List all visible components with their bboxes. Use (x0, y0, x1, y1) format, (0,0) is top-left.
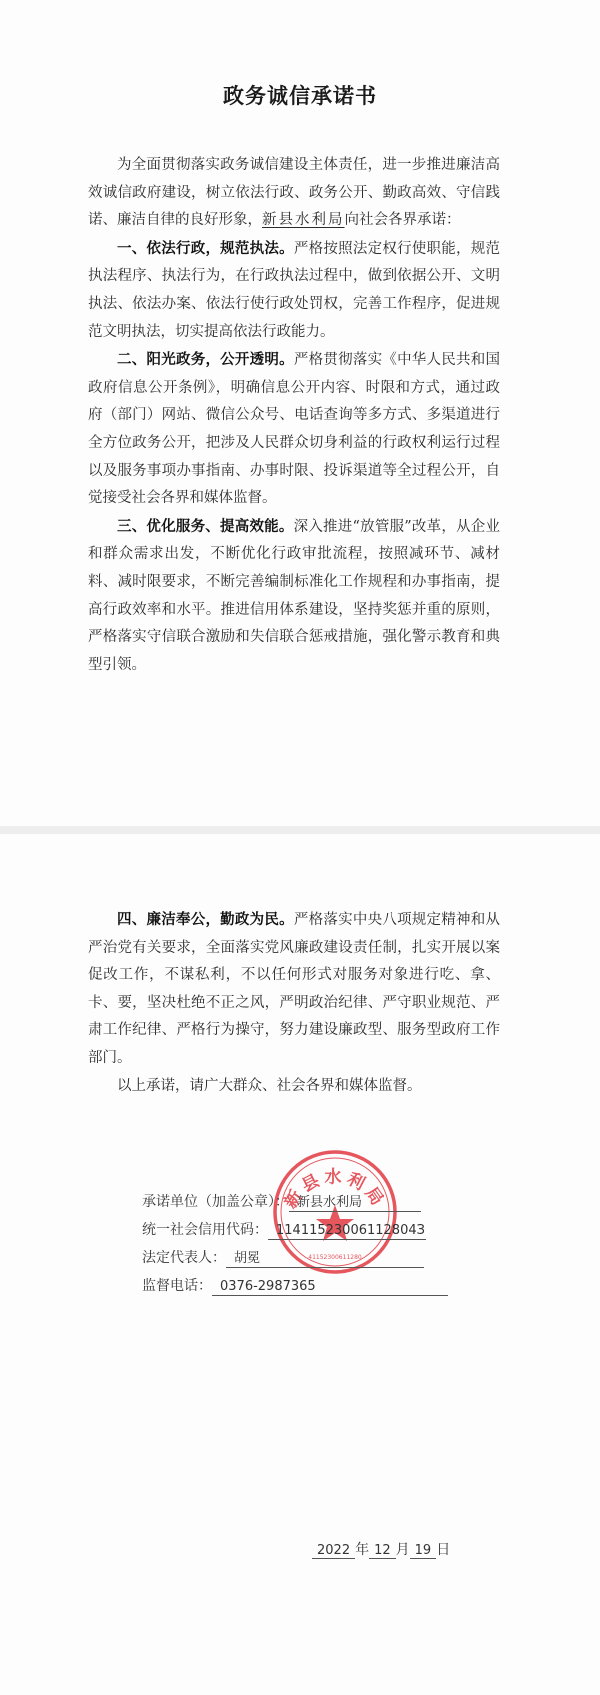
phone-label: 监督电话： (142, 1278, 212, 1294)
section-3-text: 深入推进“放管服”改革，从企业和群众需求出发，不断优化行政审批流程，按照减环节、减材料、减时限要求，不断完善编制标准化工作规程和办事指南，提高行政效率和水平。推进信用体系建设，坚持奖惩并重的原则，严格落实守信联合激励和失信联合惩戒措施，强化警示教育和典型引领。 (88, 518, 501, 673)
representative-value: 胡冕 (226, 1251, 424, 1268)
seal-text: 新县水利局 (280, 1167, 390, 1213)
section-3-heading: 三、优化服务、提高效能。 (117, 517, 294, 535)
document-date (312, 1539, 450, 1559)
date-day-label: 日 (436, 1542, 451, 1558)
section-3 (88, 513, 500, 680)
intro-paragraph (88, 152, 500, 235)
phone-row (142, 1275, 448, 1296)
section-4-heading: 四、廉洁奉公，勤政为民。 (117, 911, 294, 928)
date-month: 12 (369, 1543, 396, 1559)
date-year: 2022 (312, 1543, 355, 1559)
phone-value: 0376-2987365 (212, 1279, 448, 1296)
document-body-page-1 (88, 152, 500, 679)
section-1-heading: 一、依法行政，规范执法。 (117, 239, 294, 257)
unit-row (142, 1191, 421, 1212)
page-title: 政务诚信承诺书 (223, 83, 377, 108)
credit-code-value: 11411523006112804З (268, 1223, 426, 1240)
document-page-2 (0, 834, 600, 1695)
document-page-1 (0, 0, 600, 826)
section-4 (88, 906, 500, 1073)
credit-code-label: 统一社会信用代码： (142, 1222, 268, 1238)
svg-text:41152300611280: 41152300611280 (308, 1254, 362, 1261)
document-body-page-2 (88, 906, 500, 1100)
closing-paragraph: 以上承诺，请广大群众、社会各界和媒体监督。 (117, 1077, 422, 1094)
section-1 (88, 235, 500, 346)
date-day: 19 (410, 1543, 437, 1559)
section-1-text: 严格按照法定权行使职能，规范执法程序、执法行为，在行政执法过程中，做到依据公开、文明执法、依法办案、依法行使行政处罚权，完善工作程序，促进规范文明执法，切实提高依法行政能力。 (88, 240, 501, 340)
representative-row (142, 1247, 424, 1268)
date-year-label: 年 (355, 1542, 370, 1558)
intro-text-end: 向社会各界承诺： (344, 212, 461, 229)
credit-code-row (142, 1219, 426, 1240)
section-2-heading: 二、阳光政务，公开透明。 (117, 351, 294, 369)
organization-name: 新县水利局 (262, 212, 345, 229)
section-4-text: 严格落实中央八项规定精神和从严治党有关要求，全面落实党风廉政建设责任制，扎实开展以案促改工作，不谋私利，不以任何形式对服务对象进行吃、拿、卡、要，坚决杜绝不正之风，严明政治纪律、严守职业规范、严肃工作纪律、严格行为操守，努力建设廉政型、服务型政府工作部门。 (88, 912, 501, 1066)
section-2-text: 严格贯彻落实《中华人民共和国政府信息公开条例》，明确信息公开内容、时限和方式，通过政府（部门）网站、微信公众号、电话查询等多方式、多渠道进行全方位政务公开，把涉及人民群众切身利益的行政权利运行过程以及服务事项办事指南、办事时限、投诉渠道等全过程公开，自觉接受社会各界和媒体监督。 (88, 352, 501, 507)
section-2 (88, 346, 500, 513)
intro-text: 为全面贯彻落实政务诚信建设主体责任，进一步推进廉洁高效诚信政府建设，树立依法行政、政务公开、勤政高效、守信践诺、廉洁自律的良好形象， (88, 157, 500, 229)
representative-label: 法定代表人： (142, 1250, 226, 1266)
unit-label: 承诺单位（加盖公章）： (142, 1194, 289, 1210)
date-month-label: 月 (395, 1542, 410, 1558)
unit-value: 新县水利局 (289, 1195, 421, 1212)
